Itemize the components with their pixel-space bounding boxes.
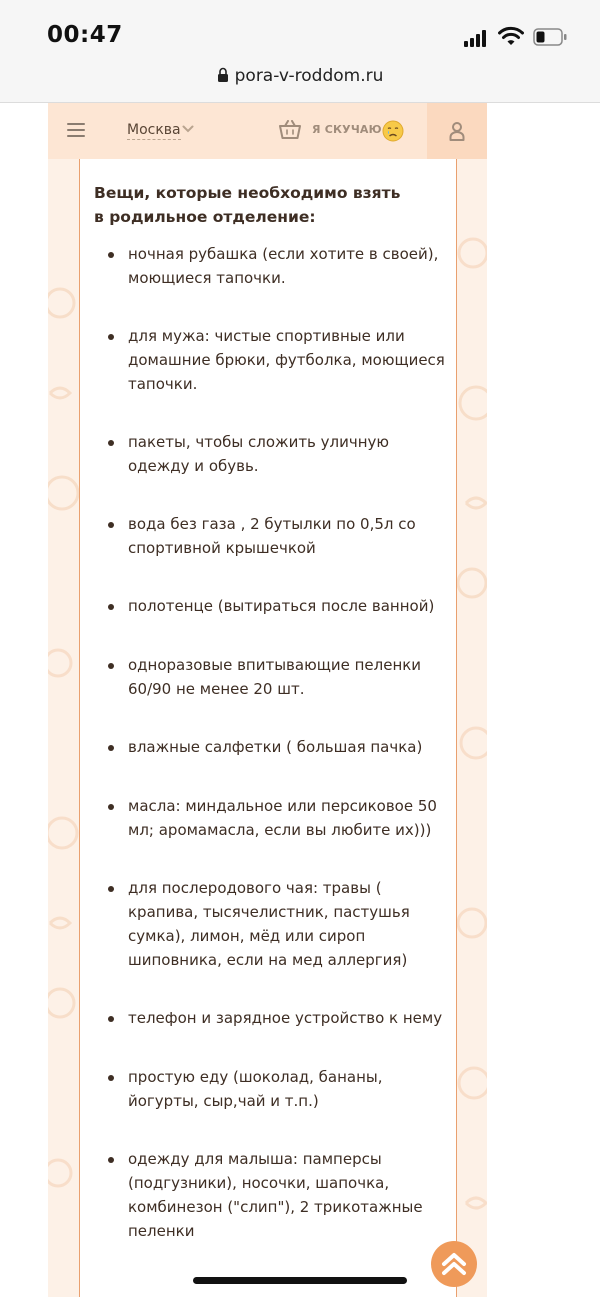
battery-icon	[533, 28, 567, 46]
content-card	[79, 159, 457, 1297]
list-item: одежду для малыша: памперсы (подгузники), носочки, шапочка, комбинезон ("слип"), 2 трикотажные пеленки	[128, 1150, 423, 1240]
double-chevron-up-icon	[440, 1251, 468, 1277]
bullet	[108, 1016, 114, 1022]
bullet	[108, 252, 114, 258]
hamburger-menu-icon[interactable]	[67, 123, 85, 138]
list-item: полотенце (вытираться после ванной)	[128, 597, 435, 615]
status-time: 00:47	[47, 22, 123, 48]
bullet	[108, 1075, 114, 1081]
site-header	[48, 103, 487, 159]
list-item: одноразовые впитывающие пеленки 60/90 не менее 20 шт.	[128, 656, 422, 698]
list-item: для мужа: чистые спортивные или домашние брюки, футболка, моющиеся тапочки.	[128, 327, 445, 393]
list-heading: Вещи, которые необходимо взять в родильное отделение:	[94, 184, 401, 226]
lock-icon	[217, 67, 229, 82]
bullet	[108, 663, 114, 669]
bullet	[108, 745, 114, 751]
bullet	[108, 522, 114, 528]
url-text: pora-v-roddom.ru	[234, 66, 384, 86]
bullet	[108, 440, 114, 446]
list-item: масла: миндальное или персиковое 50 мл; аромамасла, если вы любите их)))	[128, 797, 437, 839]
cellular-signal-icon	[464, 29, 490, 47]
basket-icon[interactable]	[279, 120, 301, 140]
page	[48, 103, 487, 1297]
crying-face-icon	[382, 120, 404, 142]
bullet	[108, 334, 114, 340]
bullet	[108, 604, 114, 610]
scroll-to-top-button[interactable]	[431, 1241, 477, 1287]
chevron-down-icon[interactable]	[182, 125, 194, 133]
list-item: влажные салфетки ( большая пачка)	[128, 738, 423, 756]
city-selector[interactable]: Москва	[127, 122, 181, 138]
home-indicator[interactable]	[193, 1277, 407, 1284]
list-item: вода без газа , 2 бутылки по 0,5л со спортивной крышечкой	[128, 515, 416, 557]
bullet	[108, 1157, 114, 1163]
miss-you-link[interactable]: Я СКУЧАЮ	[312, 123, 382, 136]
list-item: пакеты, чтобы сложить уличную одежду и обувь.	[128, 433, 390, 475]
list-item: ночная рубашка (если хотите в своей), моющиеся тапочки.	[128, 245, 439, 287]
list-item: простую еду (шоколад, бананы, йогурты, сыр,чай и т.п.)	[128, 1068, 383, 1110]
bullet	[108, 804, 114, 810]
wifi-icon	[498, 25, 524, 47]
status-bar	[0, 0, 600, 60]
list-item: для послеродового чая: травы ( крапива, тысячелистник, пастушья сумка), лимон, мёд или сироп шиповника, если на мед аллергия)	[128, 879, 410, 969]
list-item: телефон и зарядное устройство к нему	[128, 1009, 443, 1027]
account-button[interactable]	[427, 103, 487, 159]
bullet	[108, 886, 114, 892]
user-icon	[449, 121, 465, 141]
browser-url-bar[interactable]	[0, 60, 600, 103]
